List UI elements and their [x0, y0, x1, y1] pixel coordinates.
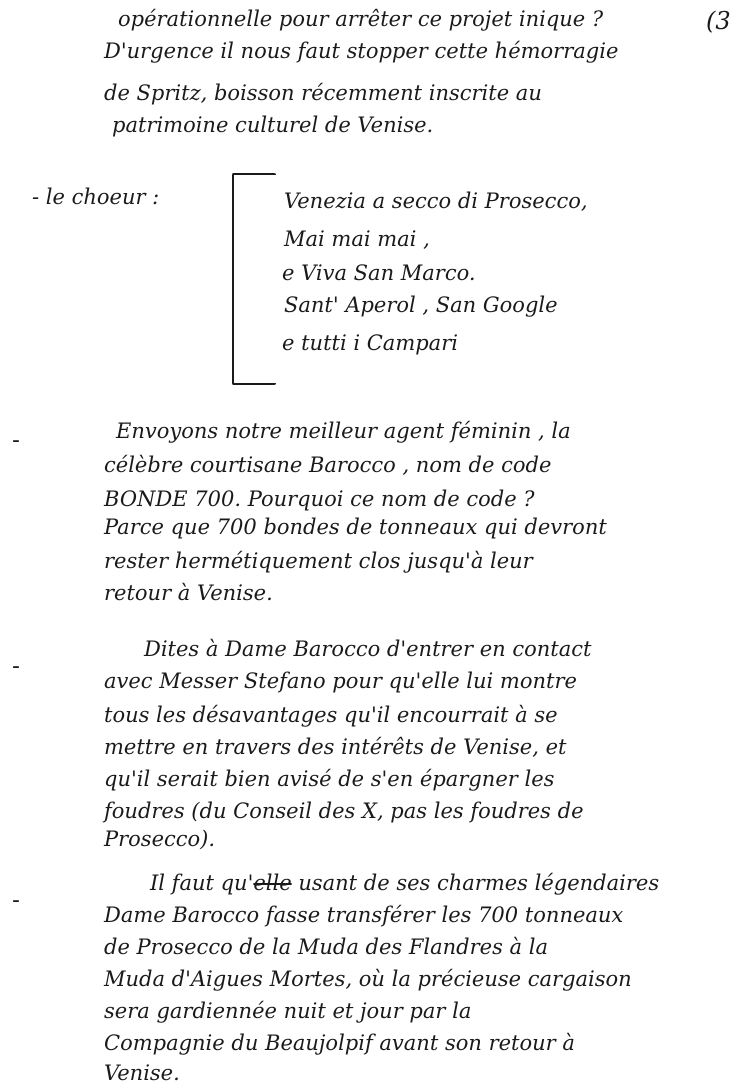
paragraph-line: Muda d'Aigues Mortes, où la précieuse cargaison	[104, 967, 632, 991]
choir-line: e tutti i Campari	[282, 331, 458, 355]
intro-line: D'urgence il nous faut stopper cette hémorragie	[104, 39, 619, 63]
paragraph-line: rester hermétiquement clos jusqu'à leur	[104, 549, 533, 573]
struck-word: elle	[253, 871, 292, 895]
paragraph-line: Venise.	[104, 1061, 180, 1085]
choir-line: Sant' Aperol , San Google	[284, 293, 558, 317]
choir-label: - le choeur :	[32, 185, 160, 209]
paragraph-dash: -	[12, 654, 20, 679]
paragraph-line: avec Messer Stefano pour qu'elle lui montre	[104, 669, 577, 693]
paragraph-line-first	[150, 868, 659, 898]
paragraph-line: BONDE 700. Pourquoi ce nom de code ?	[104, 487, 535, 511]
choir-bracket	[232, 173, 276, 385]
page-number: (3	[706, 7, 731, 35]
choir-line: e Viva San Marco.	[282, 261, 476, 285]
paragraph-line: célèbre courtisane Barocco , nom de code	[104, 453, 552, 477]
paragraph-line: foudres (du Conseil des X, pas les foudres de	[104, 799, 584, 823]
paragraph-line: mettre en travers des intérêts de Venise, et	[104, 735, 567, 759]
paragraph-line: Parce que 700 bondes de tonneaux qui devront	[104, 515, 607, 539]
paragraph-line: Dites à Dame Barocco d'entrer en contact	[144, 637, 592, 661]
text-run: usant de ses charmes légendaires	[291, 871, 660, 895]
intro-line: patrimoine culturel de Venise.	[112, 113, 434, 137]
paragraph-line: sera gardiennée nuit et jour par la	[104, 999, 472, 1023]
paragraph-dash: -	[12, 428, 20, 453]
intro-line: opérationnelle pour arrêter ce projet inique ?	[118, 7, 604, 31]
paragraph-line: tous les désavantages qu'il encourrait à se	[104, 703, 558, 727]
paragraph-line: retour à Venise.	[104, 581, 273, 605]
text-run: Il faut qu'	[150, 871, 254, 895]
paragraph-dash: -	[12, 888, 20, 913]
paragraph-line: Envoyons notre meilleur agent féminin , la	[116, 419, 571, 443]
choir-line: Venezia a secco di Prosecco,	[284, 189, 588, 213]
paragraph-line: qu'il serait bien avisé de s'en épargner les	[104, 767, 555, 791]
paragraph-line: Dame Barocco fasse transférer les 700 tonneaux	[104, 903, 624, 927]
paragraph-line: de Prosecco de la Muda des Flandres à la	[104, 935, 548, 959]
intro-line: de Spritz, boisson récemment inscrite au	[104, 81, 542, 105]
choir-line: Mai mai mai ,	[284, 227, 430, 251]
paragraph-line: Prosecco).	[104, 827, 216, 851]
paragraph-line: Compagnie du Beaujolpif avant son retour à	[104, 1031, 575, 1055]
